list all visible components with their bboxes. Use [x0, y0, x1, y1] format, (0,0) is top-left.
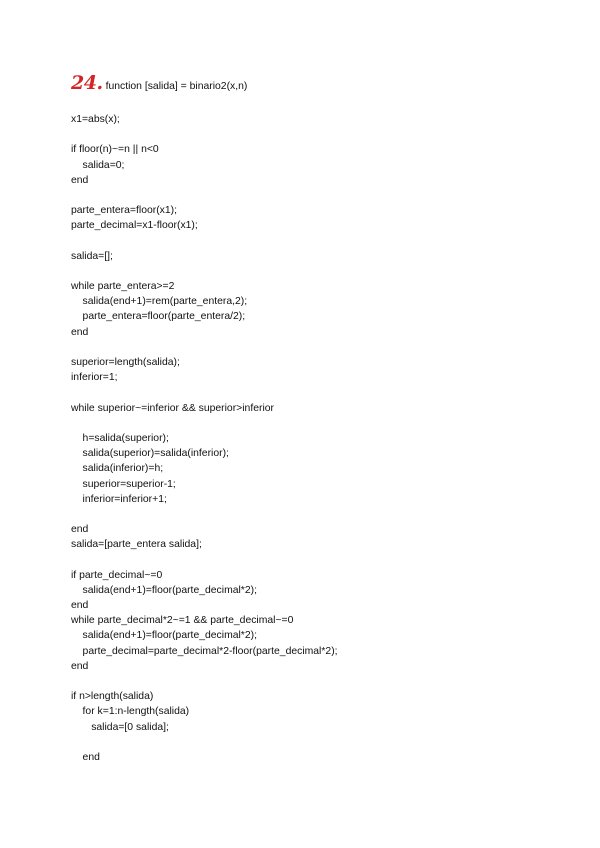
code-line: [71, 674, 338, 689]
code-line: [71, 385, 338, 400]
code-line: if parte_decimal~=0: [71, 569, 163, 581]
code-line: [71, 340, 338, 355]
code-line: [71, 127, 338, 142]
code-block: [71, 112, 338, 765]
code-line: salida(end+1)=floor(parte_decimal*2);: [71, 630, 257, 642]
code-line: salida(end+1)=rem(parte_entera,2);: [71, 296, 248, 308]
code-line: parte_entera=floor(parte_entera/2);: [71, 311, 246, 323]
code-line: x1=abs(x);: [71, 114, 120, 125]
code-line: salida(superior)=salida(inferior);: [71, 448, 229, 460]
code-line: while parte_entera>=2: [71, 281, 175, 293]
code-line: end: [71, 600, 89, 611]
code-line: parte_decimal=x1-floor(x1);: [71, 220, 198, 232]
code-line: salida(inferior)=h;: [71, 463, 164, 475]
code-line: parte_decimal=parte_decimal*2-floor(parte_decimal*2);: [71, 645, 338, 657]
code-line: parte_entera=floor(x1);: [71, 205, 177, 217]
code-line: salida=0;: [71, 159, 125, 171]
code-line: superior=superior-1;: [71, 478, 176, 490]
code-line: for k=1:n-length(salida): [71, 706, 190, 718]
code-line: while parte_decimal*2~=1 && parte_decimal~=0: [71, 615, 294, 627]
code-line: [71, 188, 338, 203]
code-line: [71, 552, 338, 567]
code-line: end: [71, 524, 89, 536]
exercise-number: 24.: [71, 72, 103, 94]
code-line: if floor(n)~=n || n<0: [71, 144, 159, 156]
code-line: superior=length(salida);: [71, 357, 180, 368]
code-line: if n>length(salida): [71, 691, 154, 703]
code-line: end: [71, 326, 89, 338]
code-line: [71, 416, 338, 431]
function-signature: function [salida] = binario2(x,n): [105, 81, 248, 92]
code-line: end: [71, 174, 89, 186]
code-line: end: [71, 660, 89, 672]
exercise-heading: [71, 72, 247, 96]
code-line: inferior=1;: [71, 372, 118, 384]
code-line: [71, 264, 338, 279]
code-line: inferior=inferior+1;: [71, 493, 167, 505]
code-line: salida(end+1)=floor(parte_decimal*2);: [71, 584, 257, 596]
code-line: [71, 507, 338, 522]
code-line: end: [71, 751, 100, 763]
code-line: [71, 234, 338, 249]
code-line: salida=[0 salida];: [71, 721, 169, 733]
code-line: [71, 735, 338, 750]
code-line: salida=[parte_entera salida];: [71, 539, 202, 551]
code-line: while superior~=inferior && superior>inferior: [71, 402, 275, 414]
code-line: salida=[];: [71, 250, 113, 262]
code-line: h=salida(superior);: [71, 432, 169, 444]
